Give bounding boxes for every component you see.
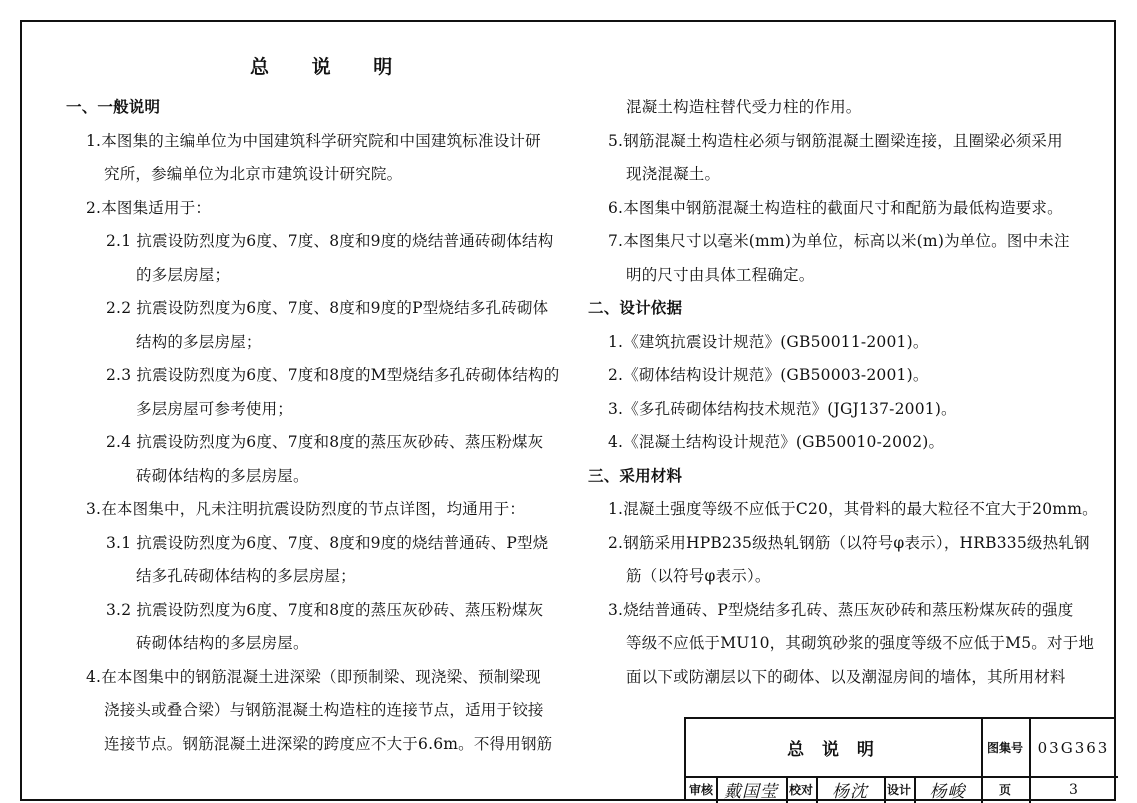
- section-heading: 三、采用材料: [588, 465, 683, 485]
- title-block-title: 总 说 明: [787, 740, 880, 760]
- text-line: 3.2 抗震设防烈度为6度、7度和8度的蒸压灰砂砖、蒸压粉煤灰: [106, 600, 544, 619]
- text-line: 3.1 抗震设防烈度为6度、7度、8度和9度的烧结普通砖、P型烧: [106, 533, 549, 552]
- review-label: 审核: [688, 783, 713, 797]
- text-line: 连接节点。钢筋混凝土进深梁的跨度应不大于6.6m。不得用钢筋: [104, 734, 553, 753]
- title-block: [684, 717, 1116, 801]
- text-line: 1.本图集的主编单位为中国建筑科学研究院和中国建筑标准设计研: [86, 131, 541, 150]
- text-line: 砖砌体结构的多层房屋。: [136, 466, 309, 485]
- text-line: 浇接头或叠合梁）与钢筋混凝土构造柱的连接节点，适用于铰接: [104, 701, 544, 719]
- section-heading: 二、设计依据: [588, 298, 683, 317]
- text-line: 2.4 抗震设防烈度为6度、7度和8度的蒸压灰砂砖、蒸压粉煤灰: [106, 433, 544, 451]
- text-line: 筋（以符号φ表示）。: [626, 567, 771, 585]
- text-line: 5.钢筋混凝土构造柱必须与钢筋混凝土圈梁连接，且圈梁必须采用: [608, 131, 1063, 150]
- atlas-number-label: 图集号: [986, 741, 1023, 755]
- text-line: 3.《多孔砖砌体结构技术规范》(JGJ137-2001)。: [608, 399, 957, 418]
- text-line: 现浇混凝土。: [626, 165, 721, 183]
- text-line: 结构的多层房屋；: [136, 332, 262, 351]
- text-line: 等级不应低于MU10，其砌筑砂浆的强度等级不应低于M5。对于地: [626, 634, 1095, 652]
- text-line: 面以下或防潮层以下的砌体、以及潮湿房间的墙体，其所用材料: [626, 667, 1066, 686]
- text-line: 2.2 抗震设防烈度为6度、7度、8度和9度的P型烧结多孔砖砌体: [106, 299, 549, 317]
- text-line: 2.《砌体结构设计规范》(GB50003-2001)。: [608, 366, 929, 384]
- text-line: 4.在本图集中的钢筋混凝土进深梁（即预制梁、现浇梁、预制梁现: [86, 667, 541, 686]
- page-label: 页: [998, 783, 1011, 797]
- text-line: 2.1 抗震设防烈度为6度、7度、8度和9度的烧结普通砖砌体结构: [106, 232, 554, 250]
- text-line: 7.本图集尺寸以毫米(mm)为单位，标高以米(m)为单位。图中未注: [608, 232, 1070, 250]
- text-line: 2.3 抗震设防烈度为6度、7度和8度的M型烧结多孔砖砌体结构的: [106, 366, 560, 384]
- design-signature: 杨峻: [929, 782, 966, 802]
- check-label: 校对: [788, 783, 813, 797]
- text-line: 1.混凝土强度等级不应低于C20，其骨料的最大粒径不宜大于20mm。: [608, 500, 1098, 518]
- text-line: 3.烧结普通砖、P型烧结多孔砖、蒸压灰砂砖和蒸压粉煤灰砖的强度: [608, 600, 1074, 619]
- atlas-number: 03G363: [1037, 738, 1110, 757]
- text-line: 1.《建筑抗震设计规范》(GB50011-2001)。: [608, 332, 929, 351]
- section-heading: 一、一般说明: [66, 97, 161, 116]
- text-line: 3.在本图集中，凡未注明抗震设防烈度的节点详图，均通用于：: [86, 500, 526, 518]
- page-title: 总 说 明: [250, 56, 411, 78]
- text-line: 6.本图集中钢筋混凝土构造柱的截面尺寸和配筋为最低构造要求。: [608, 198, 1063, 217]
- text-line: 究所，参编单位为北京市建筑设计研究院。: [104, 165, 403, 183]
- text-line: 2.钢筋采用HPB235级热轧钢筋（以符号φ表示），HRB335级热轧钢: [608, 533, 1090, 552]
- check-signature: 杨沈: [832, 782, 868, 802]
- page-number: 3: [1069, 781, 1078, 798]
- text-line: 明的尺寸由具体工程确定。: [626, 265, 815, 284]
- text-line: 的多层房屋；: [136, 265, 231, 284]
- review-signature: 戴国莹: [724, 782, 778, 802]
- text-line: 砖砌体结构的多层房屋。: [136, 634, 309, 652]
- text-line: 结多孔砖砌体结构的多层房屋；: [136, 567, 356, 585]
- text-line: 2.本图集适用于：: [86, 198, 212, 217]
- text-line: 多层房屋可参考使用；: [136, 399, 294, 418]
- text-line: 混凝土构造柱替代受力柱的作用。: [626, 98, 862, 116]
- design-label: 设计: [886, 783, 911, 797]
- text-line: 4.《混凝土结构设计规范》(GB50010-2002)。: [608, 433, 945, 451]
